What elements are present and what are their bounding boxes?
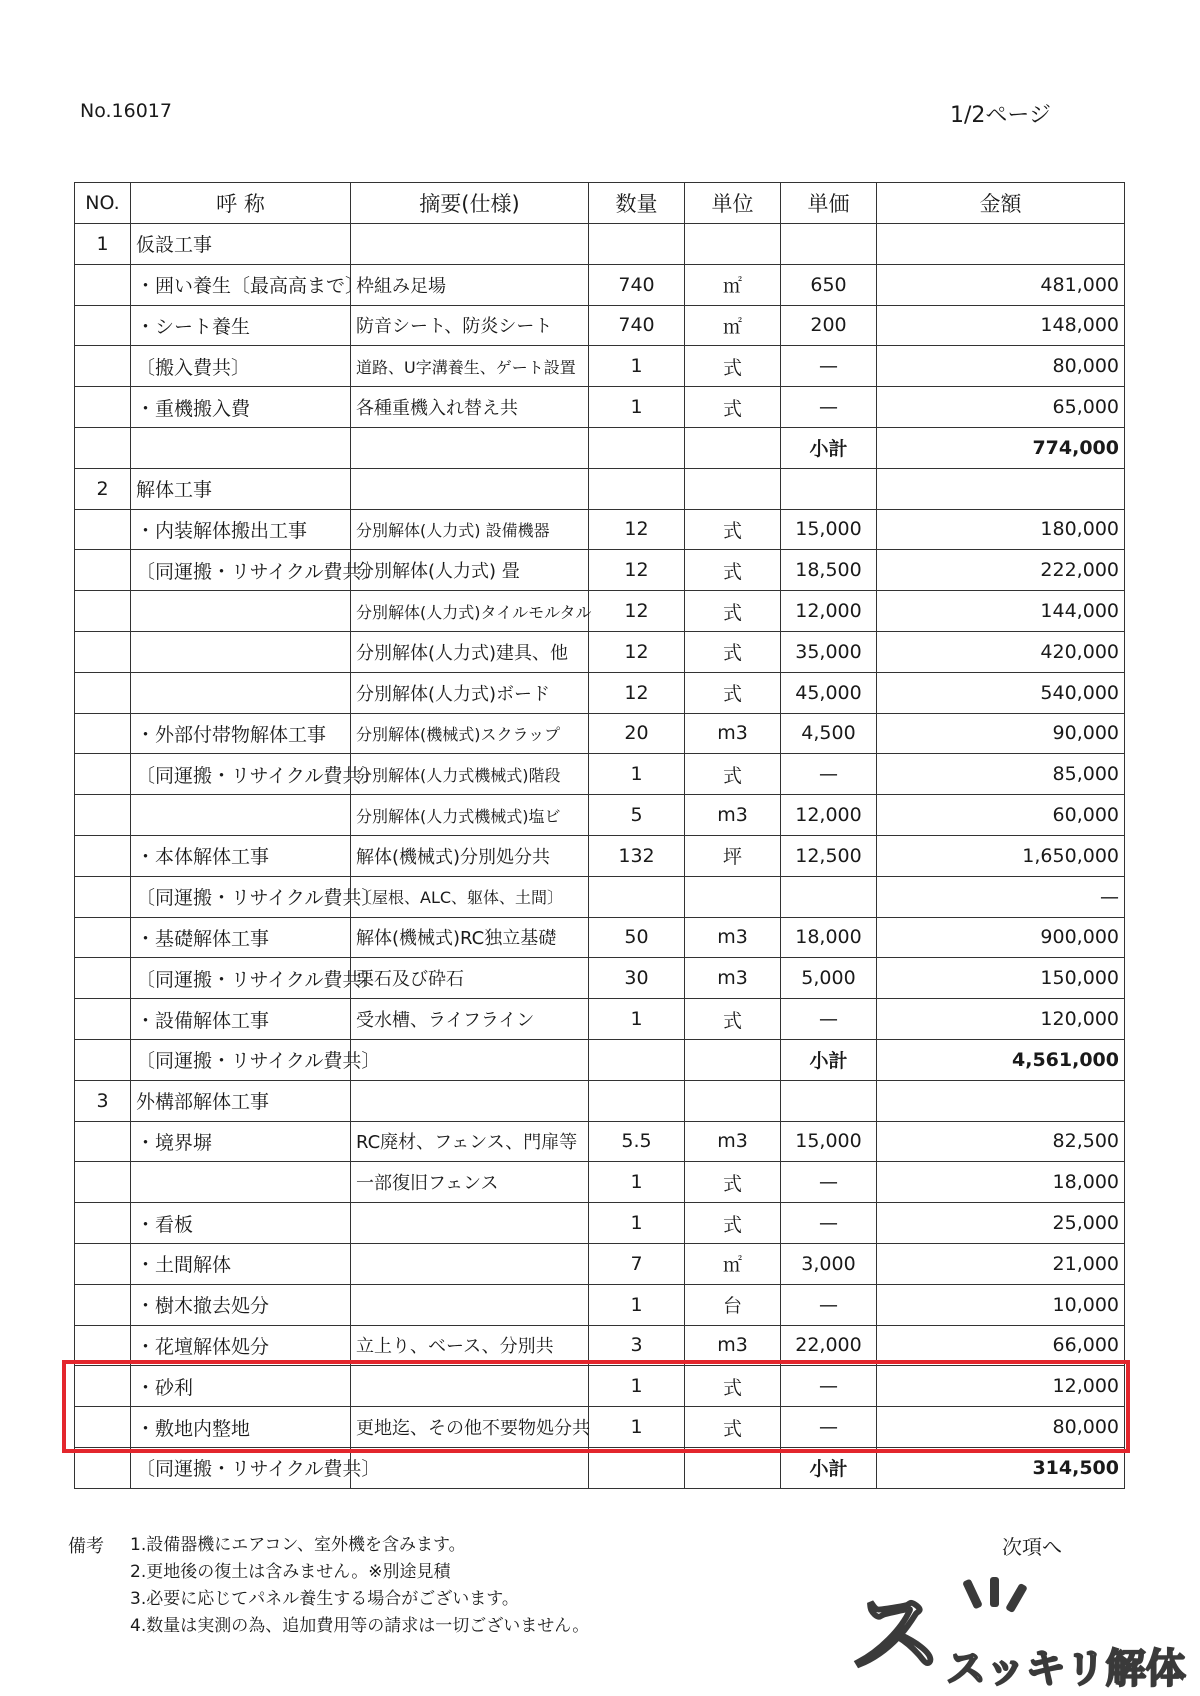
col-header-no: NO.: [75, 183, 131, 224]
row-name: ・看板: [131, 1203, 351, 1244]
row-price: —: [781, 346, 877, 387]
row-spec: [351, 1366, 589, 1407]
row-spec: 受水槽、ライフライン: [351, 999, 589, 1040]
row-unit: 式: [685, 550, 781, 591]
row-amount: 4,561,000: [877, 1039, 1125, 1080]
row-unit: [685, 1039, 781, 1080]
row-name: 〔同運搬・リサイクル費共〕: [131, 1039, 351, 1080]
row-name: ・本体解体工事: [131, 835, 351, 876]
row-no: [75, 876, 131, 917]
row-amount: 90,000: [877, 713, 1125, 754]
row-unit: 式: [685, 387, 781, 428]
row-qty: 5: [589, 795, 685, 836]
row-spec: 〔屋根、ALC、躯体、土間〕: [351, 876, 589, 917]
row-name: [131, 427, 351, 468]
row-spec: 一部復旧フェンス: [351, 1162, 589, 1203]
row-no: [75, 1162, 131, 1203]
row-unit: ㎡: [685, 1243, 781, 1284]
row-qty: 20: [589, 713, 685, 754]
row-name: 解体工事: [131, 468, 351, 509]
row-qty: 12: [589, 672, 685, 713]
row-price: —: [781, 387, 877, 428]
row-qty: 1: [589, 1203, 685, 1244]
row-no: [75, 672, 131, 713]
row-no: 2: [75, 468, 131, 509]
row-amount: 65,000: [877, 387, 1125, 428]
row-no: [75, 509, 131, 550]
row-qty: 132: [589, 835, 685, 876]
row-spec: 防音シート、防炎シート: [351, 305, 589, 346]
row-spec: 分別解体(人力式)タイルモルタル: [351, 591, 589, 632]
row-price: 200: [781, 305, 877, 346]
row-spec: [351, 1080, 589, 1121]
table-row: [75, 1366, 1125, 1407]
row-price: 小計: [781, 1039, 877, 1080]
row-no: [75, 1447, 131, 1488]
row-unit: [685, 427, 781, 468]
row-spec: [351, 1284, 589, 1325]
row-unit: 式: [685, 1162, 781, 1203]
row-name: 〔同運搬・リサイクル費共〕: [131, 876, 351, 917]
logo-mark: ス: [850, 1581, 943, 1688]
row-price: 12,500: [781, 835, 877, 876]
row-unit: 式: [685, 1407, 781, 1448]
row-price: 3,000: [781, 1243, 877, 1284]
row-no: [75, 1325, 131, 1366]
row-qty: 12: [589, 591, 685, 632]
row-name: [131, 591, 351, 632]
row-name: 〔搬入費共〕: [131, 346, 351, 387]
row-qty: 1: [589, 1162, 685, 1203]
row-unit: 式: [685, 999, 781, 1040]
row-price: [781, 876, 877, 917]
row-qty: 3: [589, 1325, 685, 1366]
row-spec: 枠組み足場: [351, 264, 589, 305]
subtotal-row: [75, 1447, 1125, 1488]
table-row: [75, 999, 1125, 1040]
row-qty: 1: [589, 1366, 685, 1407]
row-unit: m3: [685, 917, 781, 958]
logo-spark-icon: [962, 1579, 983, 1610]
row-amount: 540,000: [877, 672, 1125, 713]
row-name: 〔同運搬・リサイクル費共〕: [131, 550, 351, 591]
row-no: [75, 550, 131, 591]
table-row: [75, 795, 1125, 836]
table-row: [75, 224, 1125, 265]
row-spec: 分別解体(人力式機械式)階段: [351, 754, 589, 795]
row-spec: 更地迄、その他不要物処分共: [351, 1407, 589, 1448]
row-no: [75, 713, 131, 754]
row-spec: 分別解体(人力式) 畳: [351, 550, 589, 591]
table-row: [75, 754, 1125, 795]
note-item: 3.必要に応じてパネル養生する場合がございます。: [130, 1589, 519, 1609]
row-amount: [877, 224, 1125, 265]
table-row: [75, 958, 1125, 999]
row-spec: 栗石及び砕石: [351, 958, 589, 999]
row-unit: [685, 224, 781, 265]
row-name: ・樹木撤去処分: [131, 1284, 351, 1325]
logo-text: スッキリ解体: [946, 1646, 1186, 1692]
row-spec: [351, 1203, 589, 1244]
row-price: —: [781, 1407, 877, 1448]
row-unit: 式: [685, 631, 781, 672]
row-qty: [589, 1039, 685, 1080]
row-qty: 5.5: [589, 1121, 685, 1162]
row-spec: RC廃材、フェンス、門扉等: [351, 1121, 589, 1162]
table-row: [75, 917, 1125, 958]
row-no: [75, 1203, 131, 1244]
row-no: [75, 631, 131, 672]
row-unit: 式: [685, 509, 781, 550]
table-row: [75, 876, 1125, 917]
row-no: [75, 427, 131, 468]
row-unit: [685, 876, 781, 917]
row-spec: 各種重機入れ替え共: [351, 387, 589, 428]
row-no: [75, 346, 131, 387]
row-name: 〔同運搬・リサイクル費共〕: [131, 958, 351, 999]
row-amount: 18,000: [877, 1162, 1125, 1203]
row-no: [75, 917, 131, 958]
row-no: [75, 1121, 131, 1162]
row-name: ・敷地内整地: [131, 1407, 351, 1448]
note-item: 1.設備器機にエアコン、室外機を含みます。: [130, 1535, 466, 1555]
estimate-table: [74, 182, 1125, 1489]
row-unit: m3: [685, 795, 781, 836]
row-price: 12,000: [781, 591, 877, 632]
row-price: 15,000: [781, 1121, 877, 1162]
row-no: [75, 1407, 131, 1448]
table-row: [75, 468, 1125, 509]
row-name: 〔同運搬・リサイクル費共〕: [131, 754, 351, 795]
row-qty: 30: [589, 958, 685, 999]
row-amount: 1,650,000: [877, 835, 1125, 876]
table-row: [75, 1080, 1125, 1121]
row-price: 小計: [781, 1447, 877, 1488]
row-no: [75, 305, 131, 346]
row-price: [781, 468, 877, 509]
row-name: ・外部付帯物解体工事: [131, 713, 351, 754]
row-amount: 82,500: [877, 1121, 1125, 1162]
row-no: 1: [75, 224, 131, 265]
row-no: [75, 835, 131, 876]
table-row: [75, 1284, 1125, 1325]
row-spec: 解体(機械式)RC独立基礎: [351, 917, 589, 958]
notes-label: 備考: [68, 1536, 104, 1557]
row-qty: [589, 427, 685, 468]
row-amount: [877, 468, 1125, 509]
row-no: [75, 1039, 131, 1080]
row-unit: m3: [685, 713, 781, 754]
col-header-qty: 数量: [589, 183, 685, 224]
table-row: [75, 631, 1125, 672]
table-row: [75, 1243, 1125, 1284]
row-no: [75, 754, 131, 795]
row-unit: ㎡: [685, 264, 781, 305]
table-row: [75, 346, 1125, 387]
row-name: ・内装解体搬出工事: [131, 509, 351, 550]
row-price: 18,500: [781, 550, 877, 591]
row-qty: 740: [589, 305, 685, 346]
note-item: 4.数量は実測の為、追加費用等の請求は一切ございません。: [130, 1616, 590, 1636]
table-row: [75, 264, 1125, 305]
page-indicator: 1/2ページ: [950, 103, 1051, 128]
row-name: [131, 672, 351, 713]
row-price: 12,000: [781, 795, 877, 836]
row-name: 〔同運搬・リサイクル費共〕: [131, 1447, 351, 1488]
row-unit: m3: [685, 1325, 781, 1366]
logo-spark-icon: [1005, 1583, 1028, 1613]
row-no: 3: [75, 1080, 131, 1121]
row-spec: [351, 1243, 589, 1284]
row-amount: 774,000: [877, 427, 1125, 468]
row-qty: 1: [589, 754, 685, 795]
row-no: [75, 591, 131, 632]
next-page-label: 次項へ: [1002, 1535, 1062, 1559]
row-price: 18,000: [781, 917, 877, 958]
row-amount: 60,000: [877, 795, 1125, 836]
row-amount: 12,000: [877, 1366, 1125, 1407]
row-price: —: [781, 999, 877, 1040]
row-amount: [877, 1080, 1125, 1121]
row-price: 45,000: [781, 672, 877, 713]
row-unit: 式: [685, 591, 781, 632]
company-logo: [850, 1581, 1186, 1695]
notes-list: [130, 1532, 589, 1640]
row-name: ・設備解体工事: [131, 999, 351, 1040]
estimate-table-body: [75, 224, 1125, 1489]
logo-spark-icon: [990, 1577, 999, 1607]
table-row: [75, 1162, 1125, 1203]
row-no: [75, 958, 131, 999]
row-amount: 222,000: [877, 550, 1125, 591]
row-amount: 148,000: [877, 305, 1125, 346]
note-item: 2.更地後の復土は含みません。※別途見積: [130, 1562, 451, 1582]
row-spec: 分別解体(機械式)スクラップ: [351, 713, 589, 754]
row-price: 22,000: [781, 1325, 877, 1366]
table-row: [75, 1325, 1125, 1366]
row-spec: 分別解体(人力式)ボード: [351, 672, 589, 713]
table-row: [75, 305, 1125, 346]
row-price: —: [781, 1203, 877, 1244]
row-spec: 分別解体(人力式)建具、他: [351, 631, 589, 672]
row-unit: 台: [685, 1284, 781, 1325]
row-spec: 解体(機械式)分別処分共: [351, 835, 589, 876]
row-unit: 坪: [685, 835, 781, 876]
row-unit: 式: [685, 672, 781, 713]
row-qty: [589, 1080, 685, 1121]
row-unit: [685, 1080, 781, 1121]
row-name: ・花壇解体処分: [131, 1325, 351, 1366]
row-unit: m3: [685, 958, 781, 999]
row-unit: 式: [685, 1203, 781, 1244]
row-name: [131, 1162, 351, 1203]
table-row: [75, 387, 1125, 428]
row-name: ・境界塀: [131, 1121, 351, 1162]
row-unit: 式: [685, 1366, 781, 1407]
row-qty: 1: [589, 1284, 685, 1325]
row-no: [75, 795, 131, 836]
row-no: [75, 1366, 131, 1407]
row-amount: 10,000: [877, 1284, 1125, 1325]
row-amount: 481,000: [877, 264, 1125, 305]
row-price: [781, 1080, 877, 1121]
row-unit: 式: [685, 754, 781, 795]
row-no: [75, 999, 131, 1040]
row-name: ・シート養生: [131, 305, 351, 346]
table-row: [75, 672, 1125, 713]
row-price: 5,000: [781, 958, 877, 999]
row-amount: 150,000: [877, 958, 1125, 999]
col-header-name: 呼 称: [131, 183, 351, 224]
row-price: 35,000: [781, 631, 877, 672]
table-row: [75, 550, 1125, 591]
row-qty: 740: [589, 264, 685, 305]
row-price: —: [781, 1284, 877, 1325]
row-qty: 1: [589, 346, 685, 387]
row-amount: 25,000: [877, 1203, 1125, 1244]
row-name: 仮設工事: [131, 224, 351, 265]
row-name: [131, 631, 351, 672]
row-qty: [589, 876, 685, 917]
row-unit: [685, 1447, 781, 1488]
row-price: —: [781, 754, 877, 795]
row-amount: —: [877, 876, 1125, 917]
row-amount: 120,000: [877, 999, 1125, 1040]
row-spec: [351, 1447, 589, 1488]
row-no: [75, 387, 131, 428]
row-name: ・土間解体: [131, 1243, 351, 1284]
row-qty: 1: [589, 999, 685, 1040]
row-unit: [685, 468, 781, 509]
row-qty: 50: [589, 917, 685, 958]
row-price: 15,000: [781, 509, 877, 550]
row-price: 小計: [781, 427, 877, 468]
col-header-unit: 単位: [685, 183, 781, 224]
row-spec: [351, 427, 589, 468]
row-qty: 12: [589, 509, 685, 550]
col-header-price: 単価: [781, 183, 877, 224]
row-price: —: [781, 1162, 877, 1203]
row-name: ・砂利: [131, 1366, 351, 1407]
row-name: ・基礎解体工事: [131, 917, 351, 958]
row-amount: 80,000: [877, 346, 1125, 387]
row-spec: 道路、U字溝養生、ゲート設置: [351, 346, 589, 387]
table-row: [75, 1203, 1125, 1244]
row-price: 4,500: [781, 713, 877, 754]
row-qty: 7: [589, 1243, 685, 1284]
table-row: [75, 1121, 1125, 1162]
row-amount: 314,500: [877, 1447, 1125, 1488]
row-unit: m3: [685, 1121, 781, 1162]
row-qty: [589, 224, 685, 265]
subtotal-row: [75, 427, 1125, 468]
row-spec: [351, 1039, 589, 1080]
row-amount: 144,000: [877, 591, 1125, 632]
row-unit: ㎡: [685, 305, 781, 346]
row-qty: 1: [589, 1407, 685, 1448]
table-row: [75, 835, 1125, 876]
row-qty: 1: [589, 387, 685, 428]
row-no: [75, 264, 131, 305]
row-amount: 900,000: [877, 917, 1125, 958]
col-header-amount: 金額: [877, 183, 1125, 224]
row-spec: 分別解体(人力式機械式)塩ビ: [351, 795, 589, 836]
row-qty: [589, 1447, 685, 1488]
row-amount: 66,000: [877, 1325, 1125, 1366]
row-price: —: [781, 1366, 877, 1407]
row-name: 外構部解体工事: [131, 1080, 351, 1121]
table-row: [75, 1407, 1125, 1448]
row-qty: [589, 468, 685, 509]
document-number: No.16017: [80, 100, 172, 122]
row-spec: 分別解体(人力式) 設備機器: [351, 509, 589, 550]
row-spec: [351, 468, 589, 509]
row-amount: 180,000: [877, 509, 1125, 550]
row-price: [781, 224, 877, 265]
row-name: ・囲い養生〔最高高まで〕: [131, 264, 351, 305]
row-no: [75, 1243, 131, 1284]
row-unit: 式: [685, 346, 781, 387]
row-no: [75, 1284, 131, 1325]
row-name: ・重機搬入費: [131, 387, 351, 428]
row-amount: 85,000: [877, 754, 1125, 795]
table-row: [75, 591, 1125, 632]
row-spec: [351, 224, 589, 265]
subtotal-row: [75, 1039, 1125, 1080]
row-price: 650: [781, 264, 877, 305]
row-amount: 420,000: [877, 631, 1125, 672]
row-qty: 12: [589, 631, 685, 672]
row-qty: 12: [589, 550, 685, 591]
row-name: [131, 795, 351, 836]
table-header-row: [75, 183, 1125, 224]
row-spec: 立上り、ベース、分別共: [351, 1325, 589, 1366]
table-row: [75, 509, 1125, 550]
row-amount: 80,000: [877, 1407, 1125, 1448]
row-amount: 21,000: [877, 1243, 1125, 1284]
table-row: [75, 713, 1125, 754]
col-header-spec: 摘要(仕様): [351, 183, 589, 224]
